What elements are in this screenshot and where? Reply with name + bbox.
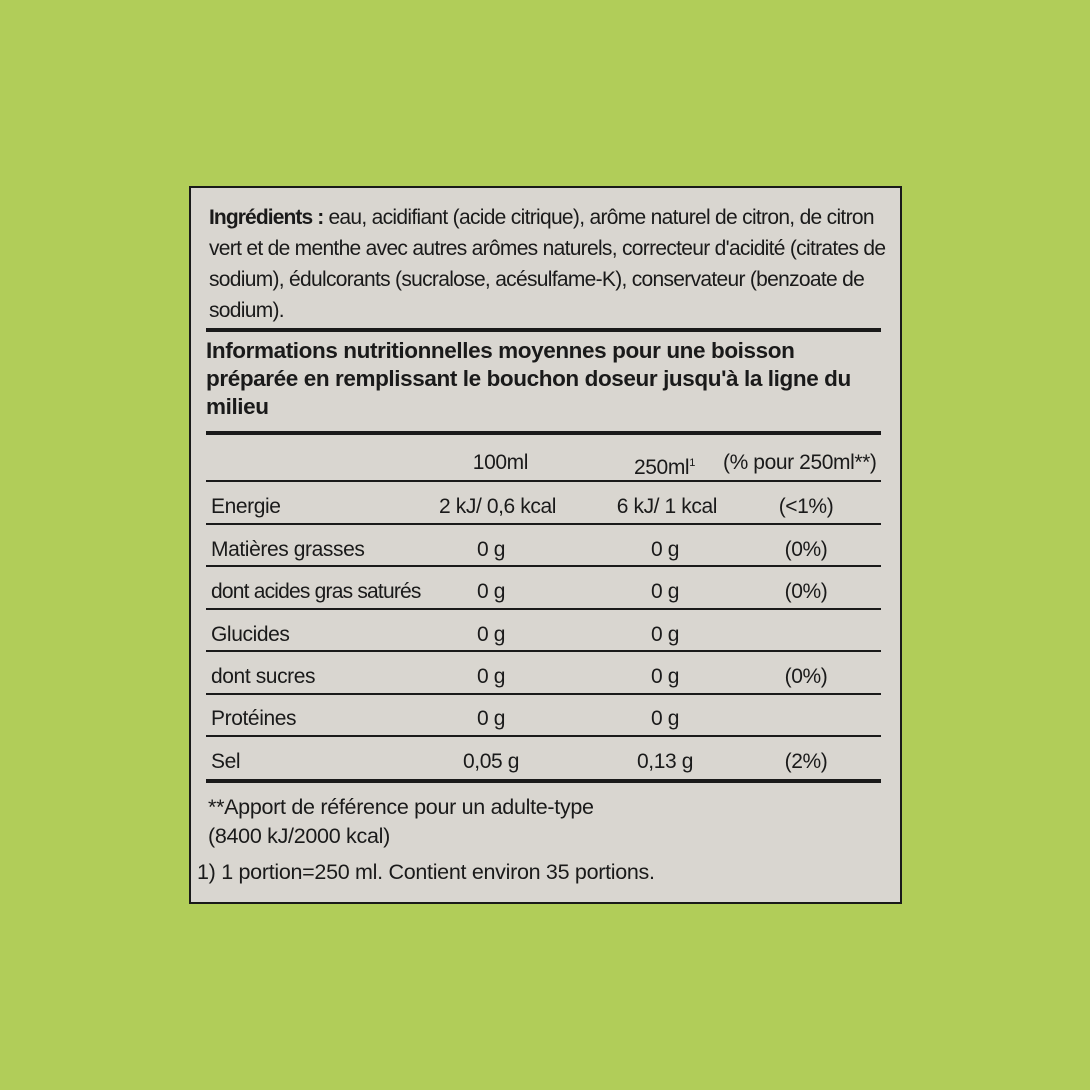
row-divider — [206, 480, 881, 482]
row-energie-percent: (<1%) — [778, 495, 834, 518]
ingredients-list: eau, acidifiant (acide citrique), arôme naturel de citron, de citron vert et de menthe avec autres arômes naturels, correcteur d'acidité (citrates de sodium), édulcorants (sucralose, acésulfame-K), conservateur (benzoate de sodium). — [209, 206, 886, 322]
row-salt-name: Sel — [211, 750, 241, 773]
row-energie-name: Energie — [211, 495, 281, 518]
footnote-portion: 1) 1 portion=250 ml. Contient environ 35 portions. — [197, 860, 655, 884]
row-divider — [206, 735, 881, 737]
row-protein-100ml: 0 g — [477, 707, 505, 730]
row-fat-100ml: 0 g — [477, 538, 505, 561]
nutrition-label-panel — [189, 186, 902, 904]
row-salt-100ml: 0,05 g — [463, 750, 519, 773]
row-sugars-percent: (0%) — [784, 665, 828, 688]
row-carbs-250ml: 0 g — [651, 623, 679, 646]
row-sugars-name: dont sucres — [211, 665, 316, 688]
header-percent: (% pour 250ml**) — [723, 451, 877, 474]
section-divider — [206, 328, 881, 332]
row-saturated-fat-name: dont acides gras saturés — [211, 580, 421, 603]
title-divider — [206, 431, 881, 435]
row-energie-250ml: 6 kJ/ 1 kcal — [616, 495, 717, 518]
row-divider — [206, 608, 881, 610]
header-100ml: 100ml — [472, 451, 528, 474]
header-250ml — [634, 450, 695, 481]
table-bottom-divider — [206, 779, 881, 783]
row-protein-250ml: 0 g — [651, 707, 679, 730]
nutrition-title: Informations nutritionnelles moyennes pour une boisson préparée en remplissant le bouchon doseur jusqu'à la ligne du milieu — [206, 338, 851, 419]
row-fat-percent: (0%) — [784, 538, 828, 561]
row-divider — [206, 565, 881, 567]
footnote-reference-line2: (8400 kJ/2000 kcal) — [208, 824, 390, 848]
ingredients-label: Ingrédients : — [209, 206, 324, 229]
row-energie-100ml: 2 kJ/ 0,6 kcal — [439, 495, 556, 518]
row-carbs-100ml: 0 g — [477, 623, 505, 646]
row-divider — [206, 650, 881, 652]
row-saturated-fat-100ml: 0 g — [477, 580, 505, 603]
row-saturated-fat-250ml: 0 g — [651, 580, 679, 603]
row-carbs-name: Glucides — [211, 623, 290, 646]
ingredients-text — [209, 202, 893, 326]
footnote-reference-line1: **Apport de référence pour un adulte-type — [208, 795, 594, 819]
row-divider — [206, 523, 881, 525]
header-250ml-label: 250ml — [634, 456, 690, 479]
row-divider — [206, 693, 881, 695]
row-salt-250ml: 0,13 g — [637, 750, 693, 773]
row-sugars-100ml: 0 g — [477, 665, 505, 688]
row-saturated-fat-percent: (0%) — [784, 580, 828, 603]
header-250ml-footnote-mark: 1 — [689, 457, 695, 469]
row-fat-name: Matières grasses — [211, 538, 365, 561]
row-protein-name: Protéines — [211, 707, 297, 730]
row-fat-250ml: 0 g — [651, 538, 679, 561]
row-sugars-250ml: 0 g — [651, 665, 679, 688]
row-salt-percent: (2%) — [784, 750, 828, 773]
